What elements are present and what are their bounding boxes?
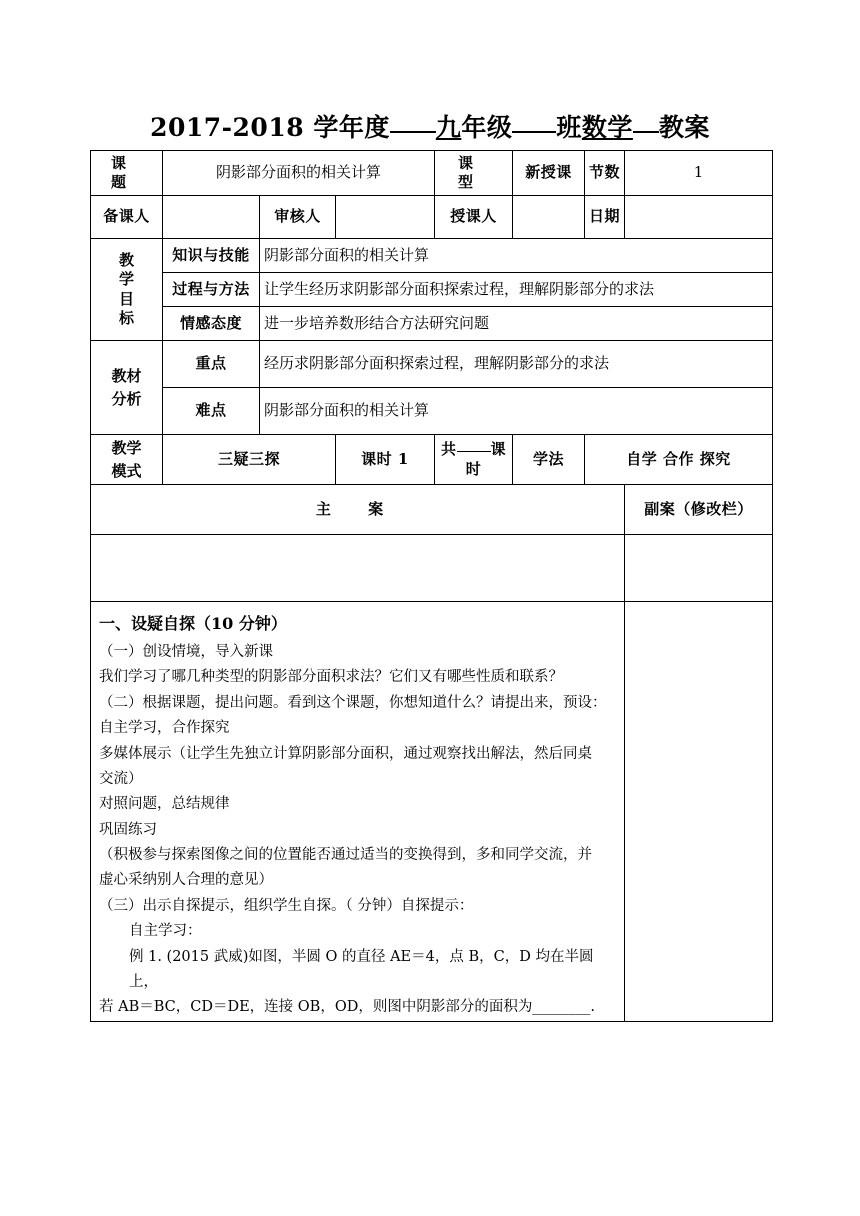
mode-label-line-1: 教学 [111,439,142,457]
section-value: 1 [625,151,773,196]
analysis-label-line-1: 教材 [111,367,142,385]
content-line: 多媒体展示（让学生先独立计算阴影部分面积，通过观察找出解法，然后同桌 [99,745,592,762]
main-plan-content [91,602,625,1022]
title-grade-suffix: 年级 [461,113,513,142]
total-periods: 共 课时 [435,435,513,485]
key-point-label: 重点 [163,341,260,388]
content-line: （二）根据课题，提出问题。看到这个课题，你想知道什么？请提出来，预设： [99,694,607,711]
empty-row [91,535,773,602]
goal-value: 阴影部分面积的相关计算 [260,239,773,273]
content-line: （三）出示自探提示，组织学生自探。（ 分钟）自探提示： [99,897,474,914]
method-label: 学法 [513,435,585,485]
side-plan-content [625,602,773,1022]
goal-label: 情感态度 [163,307,260,341]
preparer-label: 备课人 [91,196,163,239]
row-topic [91,151,773,196]
content-line: （积极参与探索图像之间的位置能否通过适当的变换得到，多和同学交流，并 [99,847,592,863]
lesson-plan-table [90,150,773,1022]
period-value: 课时 1 [336,435,435,485]
difficulty-row [91,388,773,435]
goals-char-3: 目 [118,289,134,308]
example-line: 若 AB＝BC，CD＝DE，连接 OB，OD，则图中阴影部分的面积为________. [99,999,595,1016]
blank-underline [457,450,491,452]
main-plan-label: 主 案 [91,485,625,535]
key-point-row [91,341,773,388]
goals-char-2: 学 [118,270,134,288]
goals-char-4: 标 [118,309,134,327]
content-line: 我们学习了哪几种类型的阴影部分面积求法？它们又有哪些性质和联系？ [99,669,563,686]
topic-label: 课 题 [91,151,163,196]
goals-group-label [91,239,163,341]
content-line: 自主学习，合作探究 [99,720,230,737]
reviewer-label: 审核人 [260,196,336,239]
goal-value: 进一步培养数形结合方法研究问题 [260,307,773,341]
teacher-label: 授课人 [435,196,513,239]
title-grade: 九 [435,113,462,142]
blank-underline [390,130,436,133]
title-doc-type: 教案 [658,113,710,142]
page-title [0,108,860,144]
blank-underline [512,130,556,133]
method-value: 自学 合作 探究 [585,435,773,485]
mode-label [91,435,163,485]
example-line: 例 1. (2015 武威)如图，半圆 O 的直径 AE＝4，点 B，C，D 均在半圆上， [129,948,594,990]
title-class-suffix: 班 [556,113,582,142]
section-label: 节数 [585,151,625,196]
section-heading: 一、设疑自探（10 分钟） [99,614,287,633]
mode-row [91,435,773,485]
teacher-value [513,196,585,239]
mode-value: 三疑三探 [163,435,336,485]
content-row [91,602,773,1022]
goal-row [91,273,773,307]
goals-char-1: 教 [118,250,134,269]
content-line: 虚心采纳别人合理的意见） [99,872,273,889]
goal-label: 过程与方法 [163,273,260,307]
content-line: （一）创设情境，导入新课 [99,644,273,660]
topic-value: 阴影部分面积的相关计算 [163,151,435,196]
main-plan-empty-cell [91,535,625,602]
reviewer-value [336,196,435,239]
analysis-group-label [91,341,163,435]
type-label: 课 型 [435,151,513,196]
goal-row [91,239,773,273]
title-subject: 数学 [581,113,633,142]
side-plan-label: 副案（修改栏） [625,485,773,535]
goal-value: 让学生经历求阴影部分面积探索过程，理解阴影部分的求法 [260,273,773,307]
blank-underline [633,130,659,133]
content-line: 自主学习： [129,923,202,940]
preparer-value [163,196,260,239]
content-line: 交流） [99,770,143,787]
type-value: 新授课 [513,151,585,196]
date-label: 日期 [585,196,625,239]
date-value [625,196,773,239]
content-line: 巩固练习 [99,821,157,838]
difficulty-label: 难点 [163,388,260,435]
row-staff [91,196,773,239]
difficulty-value: 阴影部分面积的相关计算 [260,388,773,435]
goal-label: 知识与技能 [163,239,260,273]
key-point-value: 经历求阴影部分面积探索过程，理解阴影部分的求法 [260,341,773,388]
goal-row [91,307,773,341]
content-line: 对照问题，总结规律 [99,796,230,813]
mode-label-line-2: 模式 [111,461,142,480]
title-year: 2017-2018 学年度 [150,113,390,142]
plan-header-row [91,485,773,535]
side-plan-empty-cell [625,535,773,602]
analysis-label-line-2: 分析 [111,389,142,408]
